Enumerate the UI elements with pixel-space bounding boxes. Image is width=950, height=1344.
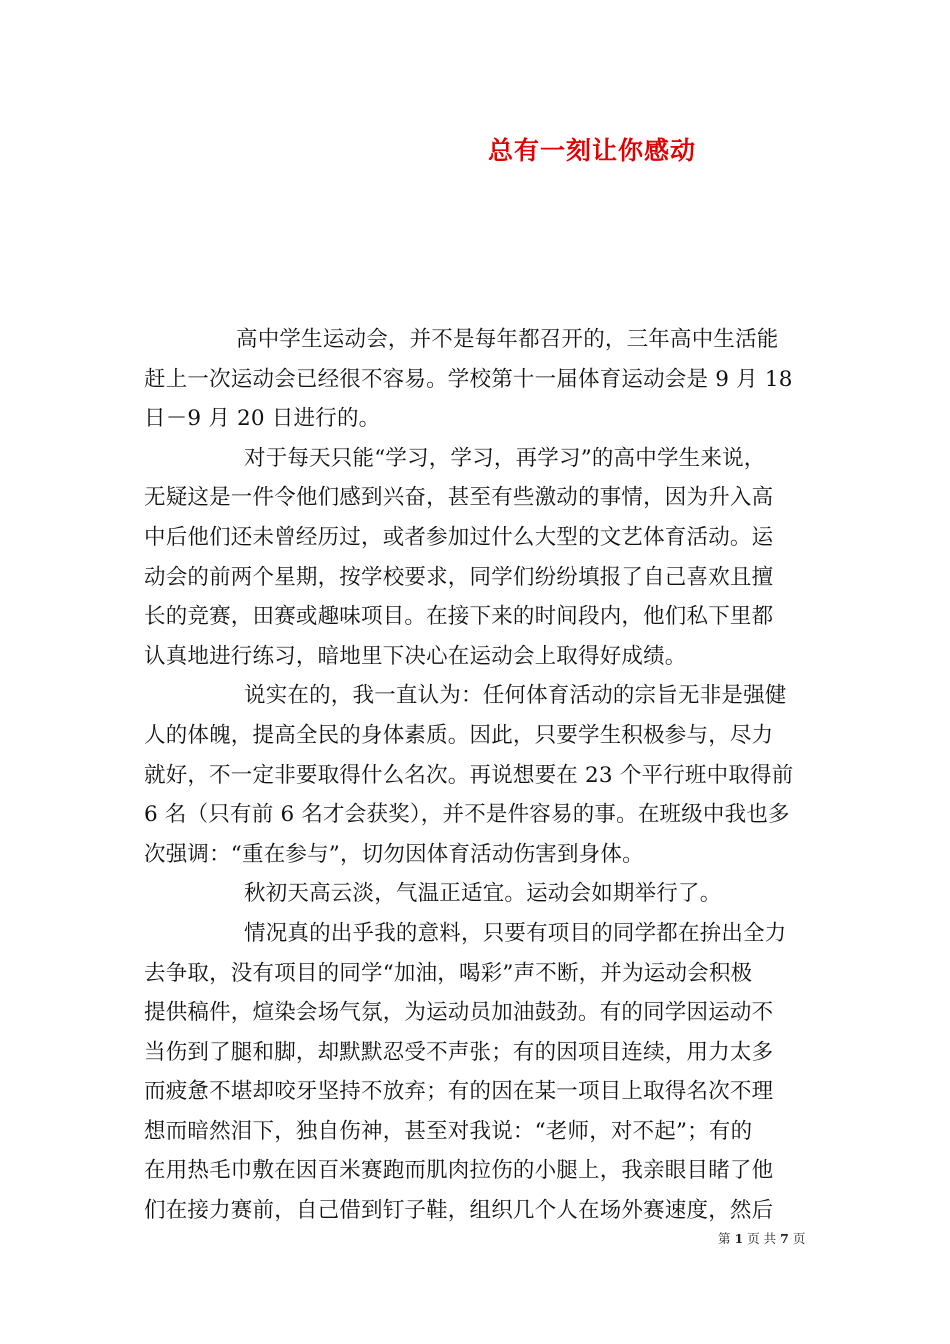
text-line: 6 名（只有前 6 名才会获奖），并不是件容易的事。在班级中我也多 [144,802,790,828]
text-line: 当伤到了腿和脚，却默默忍受不声张；有的因项目连续，用力太多 [144,1039,774,1065]
text-line: 想而暗然泪下，独自伤神，甚至对我说：“老师，对不起”；有的 [144,1118,753,1144]
text-line: 对于每天只能“学习，学习，再学习”的高中学生来说， [244,445,766,471]
text-line: 长的竞赛，田赛或趣味项目。在接下来的时间段内，他们私下里都 [144,604,774,630]
text-line: 提供稿件，煊染会场气氛，为运动员加油鼓劲。有的同学因运动不 [144,1000,774,1026]
text-line: 而疲惫不堪却咬牙坚持不放弃；有的因在某一项目上取得名次不理 [144,1079,774,1105]
footer-total-pages: 7 [780,1231,789,1246]
text-line: 认真地进行练习，暗地里下决心在运动会上取得好成绩。 [144,643,687,669]
text-line: 就好，不一定非要取得什么名次。再说想要在 23 个平行班中取得前 [144,762,794,788]
document-title: 总有一刻让你感动 [488,136,697,165]
text-line: 情况真的出乎我的意料，只要有项目的同学都在拚出全力 [244,920,787,946]
footer-suffix: 页 [792,1231,806,1246]
page-footer [718,1229,805,1247]
text-line: 无疑这是一件令他们感到兴奋，甚至有些激动的事情，因为升入高 [144,485,774,511]
text-line: 在用热毛巾敷在因百米赛跑而肌肉拉伤的小腿上，我亲眼目睹了他 [144,1158,774,1184]
text-line: 赶上一次运动会已经很不容易。学校第十一届体育运动会是 9 月 18 [144,366,793,392]
text-line: 秋初天高云淡，气温正适宜。运动会如期举行了。 [244,881,722,907]
text-line: 说实在的，我一直认为：任何体育活动的宗旨无非是强健 [244,683,787,709]
footer-prefix: 第 [718,1231,731,1246]
footer-current-page: 1 [734,1231,744,1246]
text-line: 人的体魄，提高全民的身体素质。因此，只要学生积极参与，尽力 [144,722,774,748]
text-line: 去争取，没有项目的同学“加油，喝彩”声不断，并为运动会积极 [144,960,753,986]
document-body [144,320,808,1231]
text-line: 中后他们还未曾经历过，或者参加过什么大型的文艺体育活动。运 [144,524,774,550]
text-line: 动会的前两个星期，按学校要求，同学们纷纷填报了自己喜欢且擅 [144,564,774,590]
footer-middle: 页 共 [747,1231,777,1246]
text-line: 次强调：“重在参与”，切勿因体育活动伤害到身体。 [144,841,644,867]
text-line: 高中学生运动会，并不是每年都召开的，三年高中生活能 [236,327,779,352]
text-line: 日－9 月 20 日进行的。 [144,406,381,432]
text-line: 们在接力赛前，自己借到钉子鞋，组织几个人在场外赛速度，然后 [144,1198,774,1224]
